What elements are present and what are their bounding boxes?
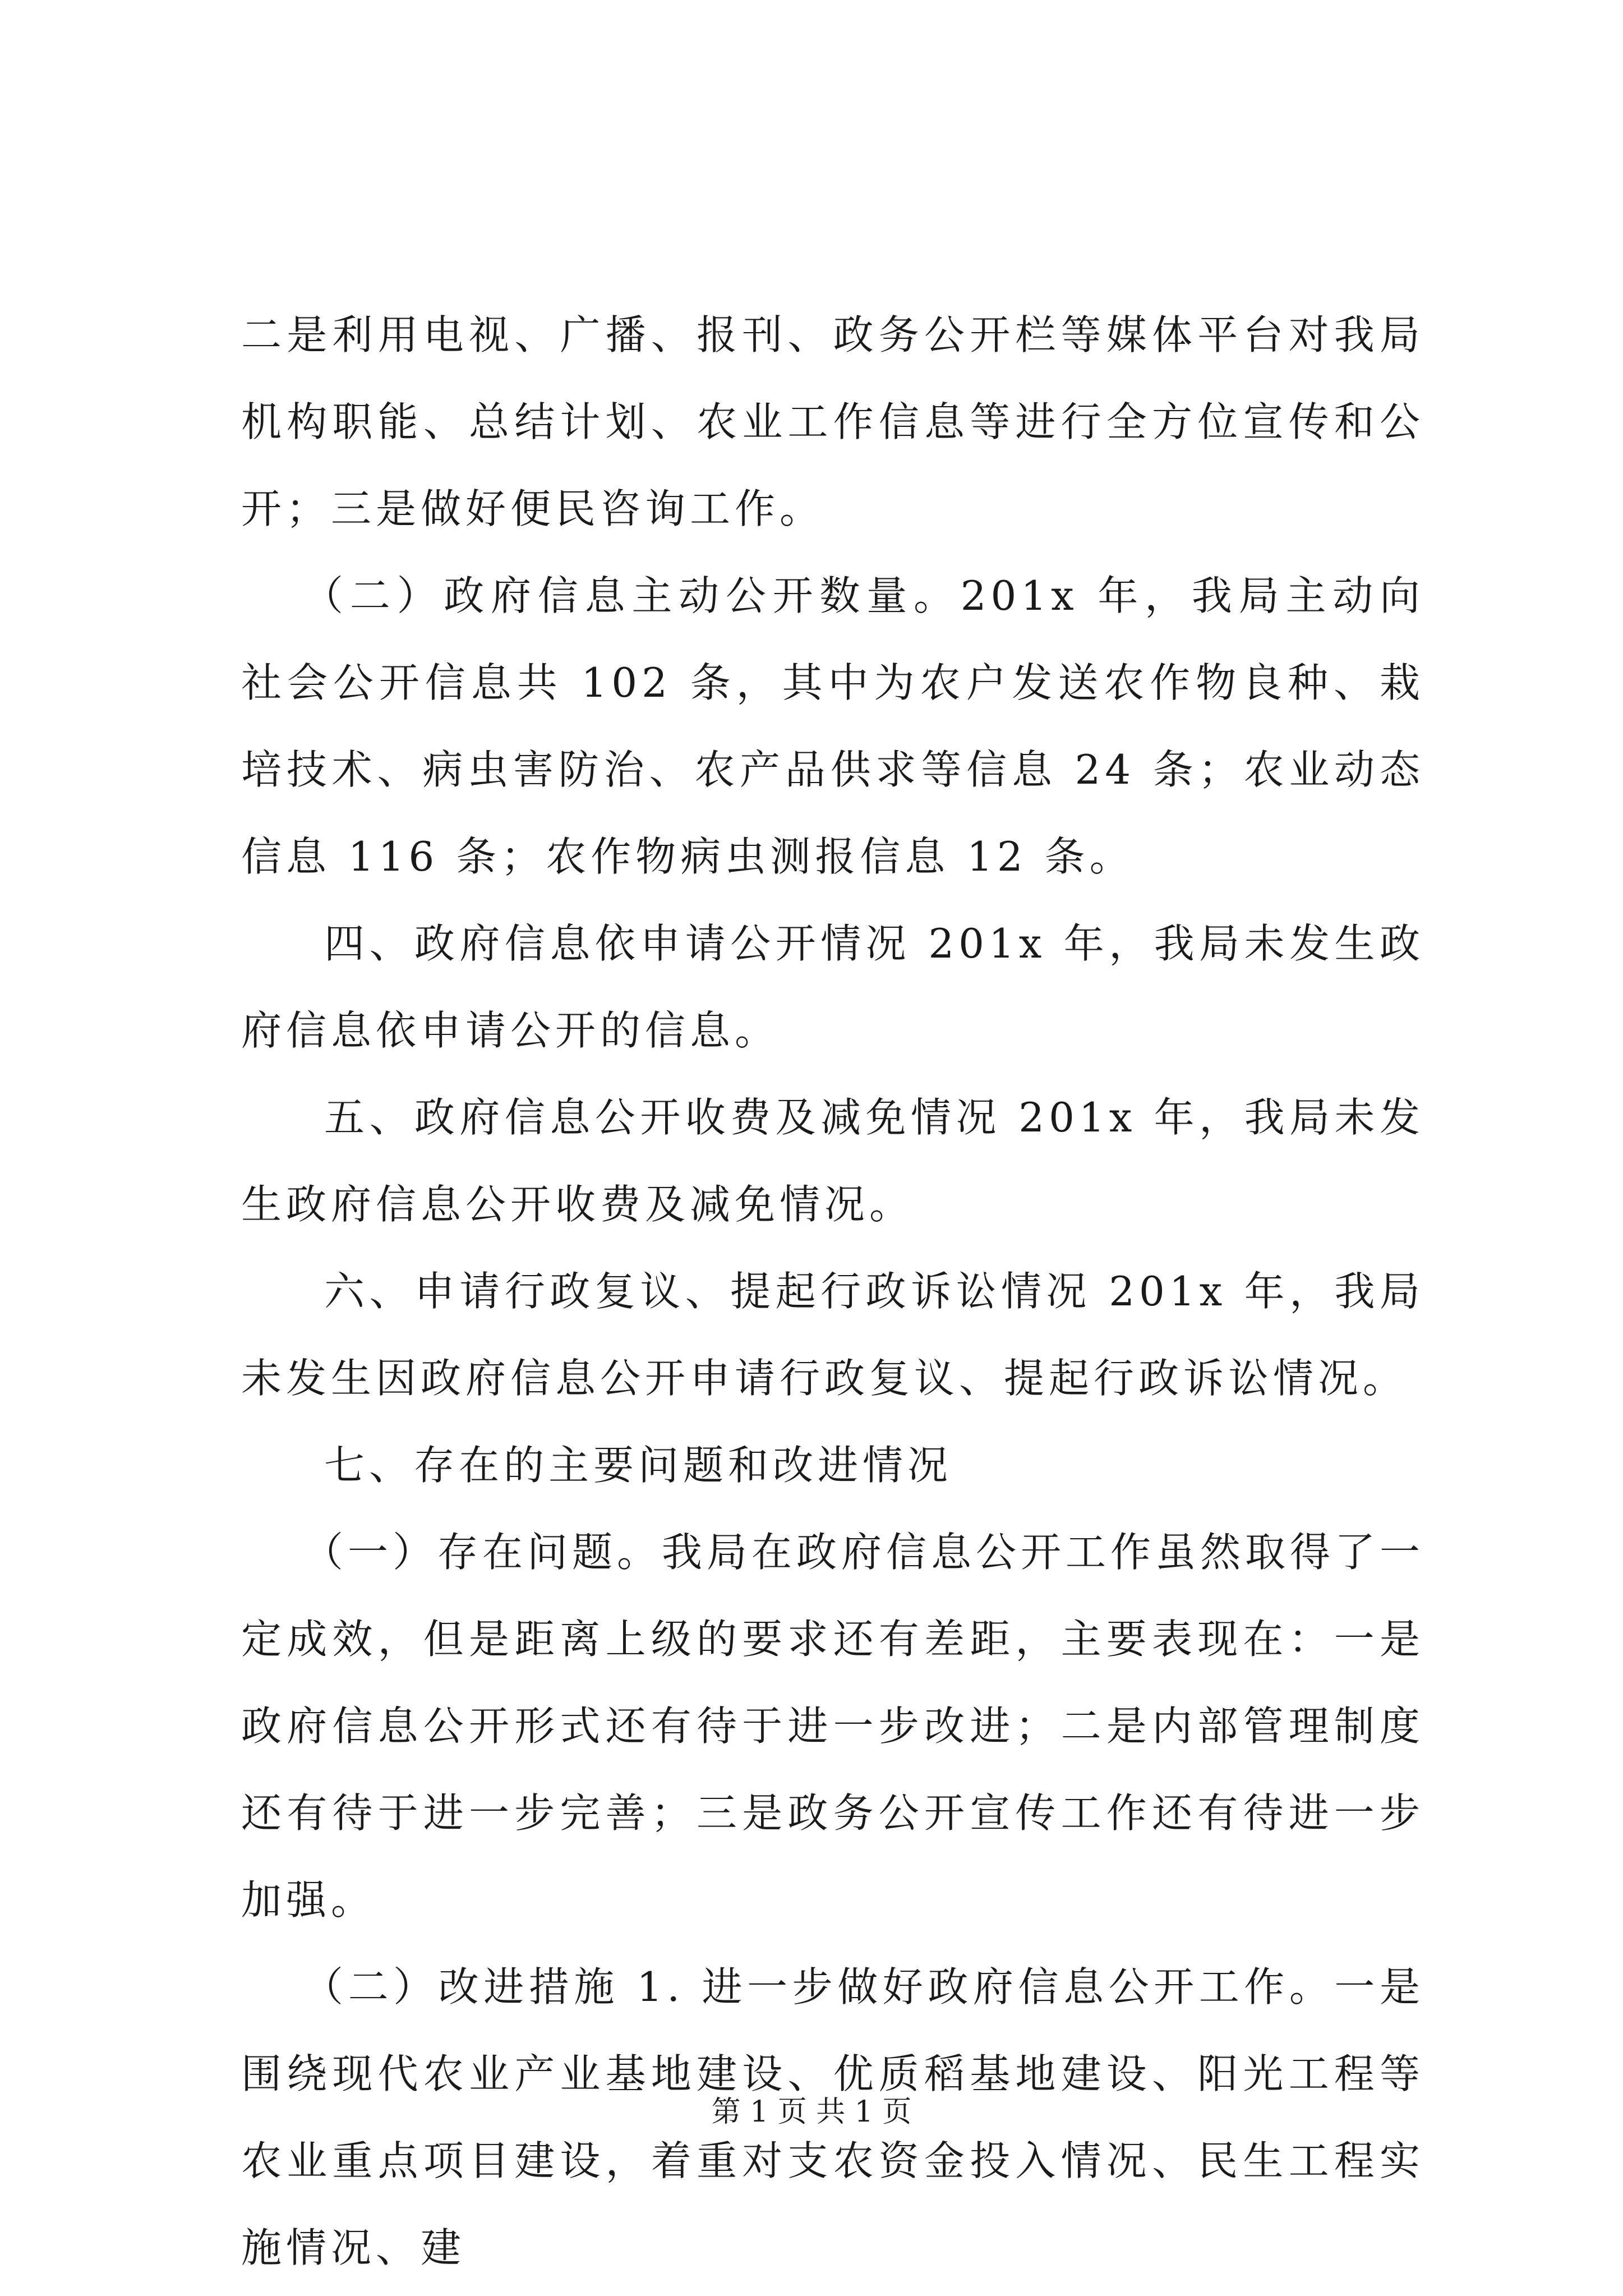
paragraph-section-five: 五、政府信息公开收费及减免情况 201x 年，我局未发生政府信息公开收费及减免情况。 <box>241 1094 1424 1228</box>
paragraph-section-six: 六、申请行政复议、提起行政诉讼情况 201x 年，我局未发生因政府信息公开申请行政复议、提起行政诉讼情况。 <box>241 1268 1424 1402</box>
document-body <box>241 292 1424 2292</box>
paragraph-problems: （一）存在问题。我局在政府信息公开工作虽然取得了一定成效，但是距离上级的要求还有差距，主要表现在：一是政府信息公开形式还有待于进一步改进；二是内部管理制度还有待于进一步完善；三是政务公开宣传工作还有待进一步加强。 <box>241 1529 1425 1924</box>
paragraph-section-four: 四、政府信息依申请公开情况 201x 年，我局未发生政府信息依申请公开的信息。 <box>241 920 1424 1054</box>
heading-section-seven: 七、存在的主要问题和改进情况 <box>324 1442 953 1489</box>
paragraph-continuation: 二是利用电视、广播、报刊、政务公开栏等媒体平台对我局机构职能、总结计划、农业工作信息等进行全方位宣传和公开；三是做好便民咨询工作。 <box>241 311 1424 532</box>
paragraph-disclosure-count: （二）政府信息主动公开数量。201x 年，我局主动向社会公开信息共 102 条，其中为农户发送农作物良种、栽培技术、病虫害防治、农产品供求等信息 24 条；农业动态信息 116 条；农作物病虫测报信息 12 条。 <box>241 572 1424 880</box>
paragraph-improvements: （二）改进措施 1. 进一步做好政府信息公开工作。一是围绕现代农业产业基地建设、优质稻基地建设、阳光工程等农业重点项目建设，着重对支农资金投入情况、民生工程实施情况、建 <box>241 1963 1424 2271</box>
page-footer: 第 1 页 共 1 页 <box>711 2095 912 2129</box>
